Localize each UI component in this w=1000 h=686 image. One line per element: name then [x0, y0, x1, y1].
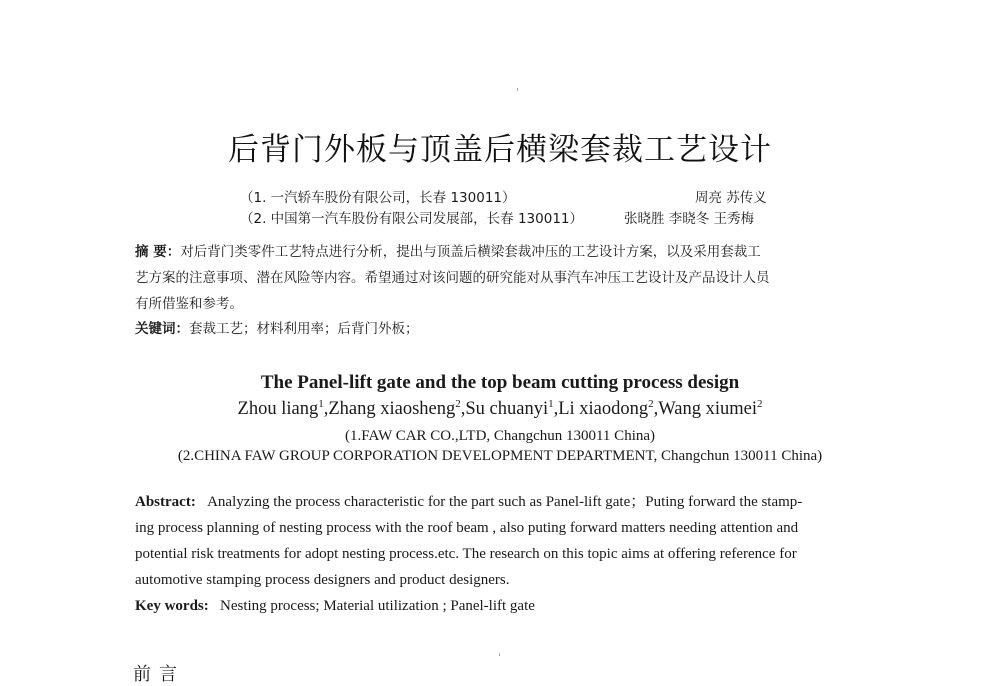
- abstract-cn: [135, 239, 770, 317]
- authors-cn-2: 张晓胜 李晓冬 王秀梅: [624, 211, 755, 227]
- abstract-cn-label: 摘 要：: [135, 244, 181, 260]
- author-name: Zhou liang: [237, 399, 319, 420]
- section-heading: 前言: [133, 664, 185, 685]
- abstract-en-label: Abstract:: [135, 494, 196, 510]
- keywords-cn: [135, 316, 419, 342]
- author-sup: 2: [648, 398, 654, 410]
- english-title: The Panel-lift gate and the top beam cutting process design: [260, 372, 740, 393]
- author-name: Su chuanyi: [465, 399, 549, 420]
- keywords-en-text: Nesting process; Material utilization ; Panel-lift gate: [220, 598, 535, 614]
- abstract-en-line: ing process planning of nesting process with the roof beam , also puting forward matters needing attention and: [135, 520, 799, 536]
- abstract-en: [135, 489, 802, 593]
- authors-cn-1: 周亮 苏传义: [695, 190, 767, 206]
- author-name: Li xiaodong: [558, 399, 649, 420]
- chinese-title: 后背门外板与顶盖后横梁套裁工艺设计: [228, 132, 772, 168]
- author-name: Wang xiumei: [658, 399, 757, 420]
- affiliation-cn-1: （1. 一汽轿车股份有限公司，长春 130011）: [240, 190, 516, 206]
- keywords-en-label: Key words:: [135, 598, 209, 614]
- author-sup: 1: [318, 398, 324, 410]
- keywords-cn-label: 关键词：: [135, 321, 189, 337]
- affiliation-en-2: (2.CHINA FAW GROUP CORPORATION DEVELOPMENT DEPARTMENT, Changchun 130011 China): [177, 448, 823, 464]
- keywords-en: [135, 593, 535, 619]
- abstract-en-line: automotive stamping process designers and product designers.: [135, 572, 510, 588]
- abstract-cn-line: 对后背门类零件工艺特点进行分析，提出与顶盖后横梁套裁冲压的工艺设计方案，以及采用套裁工: [180, 244, 761, 260]
- abstract-cn-line: 艺方案的注意事项、潜在风险等内容。希望通过对该问题的研究能对从事汽车冲压工艺设计及产品设计人员: [135, 270, 770, 286]
- author-sup: 2: [455, 398, 461, 410]
- abstract-en-line: Analyzing the process characteristic for the part such as Panel-lift gate；Puting forward the stamp-: [207, 494, 803, 510]
- author-sup: 1: [548, 398, 554, 410]
- affiliation-en-1: (1.FAW CAR CO.,LTD, Changchun 130011 China): [344, 428, 656, 444]
- abstract-cn-line: 有所借鉴和参考。: [135, 296, 243, 312]
- english-authors: Zhou liang$^1$,Zhang xiaosheng$^2$,Su chuanyi$^1$,Li xiaodong$^2$,Wang xiumei$^2$: [237, 398, 763, 420]
- author-sup: 2: [756, 398, 763, 410]
- author-name: Zhang xiaosheng: [328, 399, 456, 420]
- abstract-en-line: potential risk treatments for adopt nesting process.etc. The research on this topic aims at offering reference for: [135, 546, 797, 562]
- affiliation-cn-2: （2. 中国第一汽车股份有限公司发展部，长春 130011）: [240, 211, 583, 227]
- keywords-cn-text: 套裁工艺；材料利用率；后背门外板；: [189, 321, 419, 337]
